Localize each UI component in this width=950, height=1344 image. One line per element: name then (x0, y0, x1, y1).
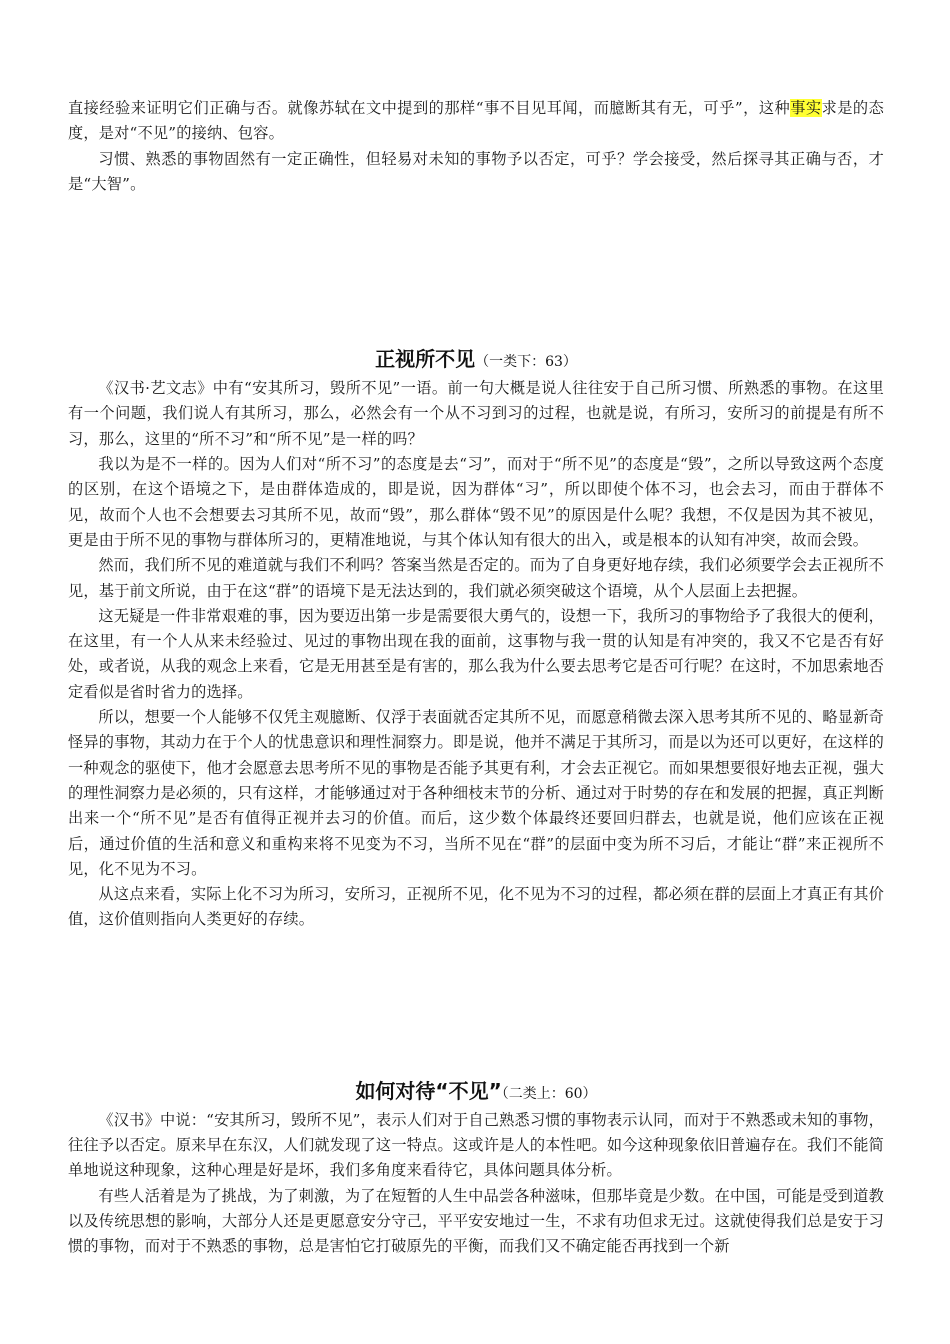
essay-1-heading (68, 345, 884, 376)
essay-1-paragraph: 所以，想要一个人能够不仅凭主观臆断、仅浮于表面就否定其所不见，而愿意稍微去深入思考其所不见的、略显新奇怪异的事物，其动力在于个人的忧患意识和理性洞察力。即是说，他并不满足于其所习，而是以为还可以更好，在这样的一种观念的驱使下，他才会愿意去思考所不见的事物是否能予其更有利，才会去正视它。而如果想要很好地去正视，强大的理性洞察力是必须的，只有这样，才能够通过对于各种细枝末节的分析、通过对于时势的存在和发展的把握，真正判断出来一个“所不见”是否有值得正视并去习的价值。而后，这少数个体最终还要回归群去，也就是说，他们应该在正视后，通过价值的生活和意义和重构来将不见变为不习，当所不见在“群”的层面中变为所不习后，才能让“群”来正视所不见，化不见为不习。 (68, 708, 884, 878)
essay-2-heading (68, 1077, 884, 1108)
intro-paragraph-1 (68, 96, 884, 147)
essay-1-paragraph: 从这点来看，实际上化不习为所习，安所习，正视所不见，化不见为不习的过程，都必须在群的层面上才真正有其价值，这价值则指向人类更好的存续。 (68, 885, 884, 929)
essay-1-paragraph: 《汉书·艺文志》中有“安其所习，毁所不见”一语。前一句大概是说人往往安于自己所习惯、所熟悉的事物。在这里有一个问题，我们说人有其所习，那么，必然会有一个从不习到习的过程，也就是说，有所习，安所习的前提是有所不习，那么，这里的“所不习”和“所不见”是一样的吗？ (68, 379, 884, 448)
essay-1-grade-note: （一类下：63） (475, 354, 577, 371)
intro-text-continued: 求是的态度，是对“不见”的接纳、包容。 (68, 99, 884, 143)
essay-1-paragraph: 我以为是不一样的。因为人们对“所不习”的态度是去“习”，而对于“所不见”的态度是“毁”，之所以导致这两个态度的区别，在这个语境之下，是由群体造成的，即是说，因为群体“习”，所以即使个体不习，也会去习，而由于群体不见，故而个人也不会想要去习其所不见，故而“毁”，那么群体“毁不见”的原因是什么呢？我想，不仅是因为其不被见，更是由于所不见的事物与群体所习的，更精准地说，与其个体认知有很大的出入，或是根本的认知有冲突，故而会毁。 (68, 455, 884, 549)
essay-2-paragraph: 《汉书》中说：“安其所习，毁所不见”，表示人们对于自己熟悉习惯的事物表示认同，而对于不熟悉或未知的事物，往往予以否定。原来早在东汉，人们就发现了这一特点。这或许是人的本性吧。如今这种现象依旧普遍存在。我们不能简单地说这种现象，这种心理是好是坏，我们多角度来看待它，具体问题具体分析。 (68, 1110, 884, 1180)
essay-1-title: 正视所不见 (375, 347, 476, 372)
spacer (68, 197, 884, 345)
essay-2-grade-note: （二类上：60） (501, 1085, 597, 1102)
essay-1-paragraph: 这无疑是一件非常艰难的事，因为要迈出第一步是需要很大勇气的，设想一下，我所习的事物给予了我很大的便利，在这里，有一个人从来未经验过、见过的事物出现在我的面前，这事物与我一贯的认知是有冲突的，我又不它是否有好处，或者说，从我的观念上来看，它是无用甚至是有害的，那么我为什么要去思考它是否可行呢？在这时，不加思索地否定看似是省时省力的选择。 (68, 606, 884, 701)
essay-2-title: 如何对待“不见” (355, 1078, 502, 1103)
spacer (68, 933, 884, 1077)
intro-text: 直接经验来证明它们正确与否。就像苏轼在文中提到的那样“事不目见耳闻，而臆断其有无，可乎”，这种 (68, 99, 791, 117)
highlighted-text: 事实 (790, 99, 822, 117)
intro-paragraph-2: 习惯、熟悉的事物固然有一定正确性，但轻易对未知的事物予以否定，可乎？学会接受，然后探寻其正确与否，才是“大智”。 (68, 149, 884, 193)
document-page (68, 96, 884, 1260)
essay-1-paragraph: 然而，我们所不见的难道就与我们不利吗？答案当然是否定的。而为了自身更好地存续，我们必须要学会去正视所不见，基于前文所说，由于在这“群”的语境下是无法达到的，我们就必须突破这个语境，从个人层面上去把握。 (68, 556, 884, 600)
essay-2-paragraph: 有些人活着是为了挑战，为了刺激，为了在短暂的人生中品尝各种滋味，但那毕竟是少数。在中国，可能是受到道教以及传统思想的影响，大部分人还是更愿意安分守己，平平安安地过一生，不求有功但求无过。这就使得我们总是安于习惯的事物，而对于不熟悉的事物，总是害怕它打破原先的平衡，而我们又不确定能否再找到一个新 (68, 1186, 884, 1256)
